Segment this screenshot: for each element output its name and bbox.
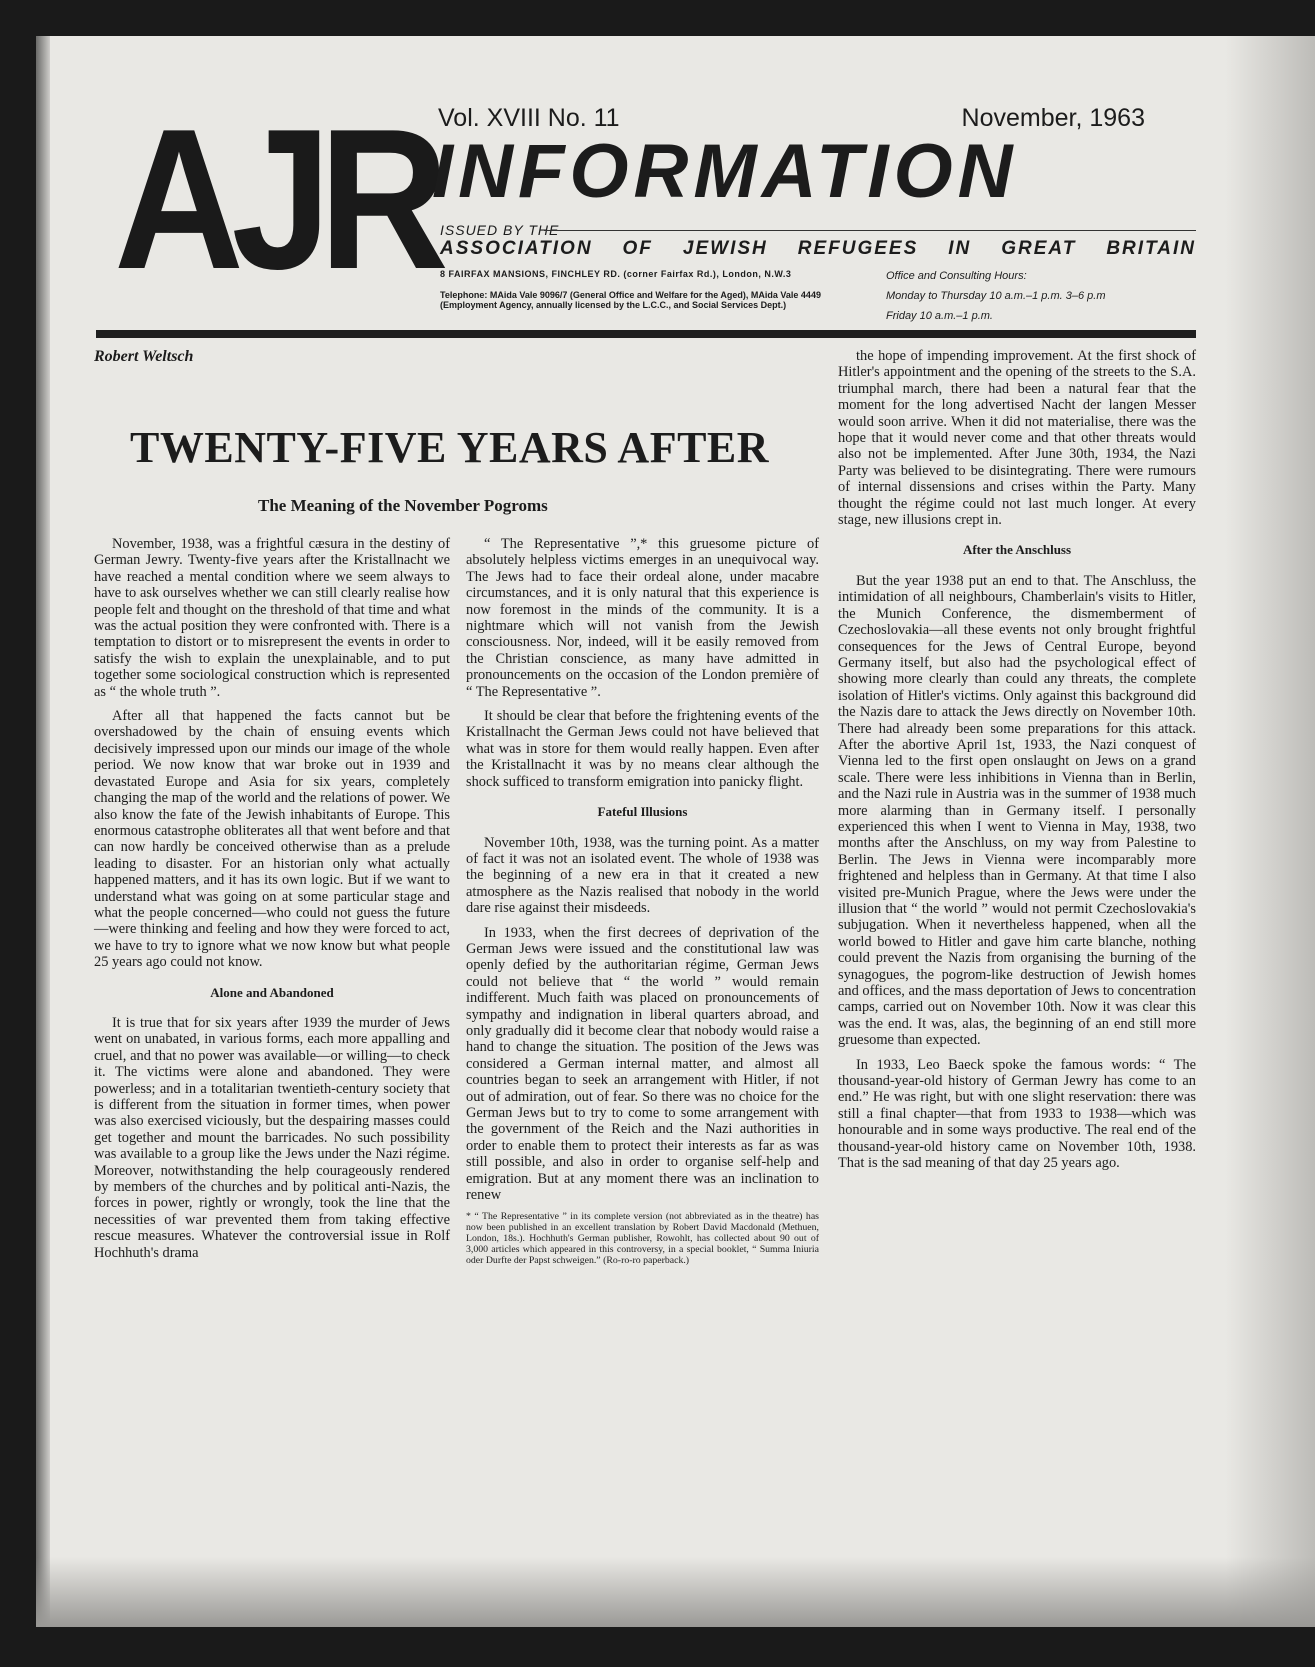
- paragraph: November, 1938, was a frightful cæsura in the destiny of German Jewry. Twenty-five years after the Kristallnacht we have reached a mental condition where we seem always to have to ask ourselves whether we can still clearly realise how people felt and thought on the threshold of that time and what was the actual position they were confronted with. There is a temptation to distort or to misrepresent the events in order to satisfy the wish to explain the unexplainable, and to put together some sociological construction which is represented as “ the whole truth ”.: [94, 536, 450, 700]
- hours-weekdays: Monday to Thursday 10 a.m.–1 p.m. 3–6 p.m: [886, 290, 1106, 302]
- masthead-rule: [96, 330, 1196, 338]
- page-gutter-shadow: [36, 36, 50, 1627]
- hours-friday: Friday 10 a.m.–1 p.m.: [886, 310, 993, 322]
- paragraph: It is true that for six years after 1939 the murder of Jews went on unabated, in various forms, each more appalling and cruel, and that no power was available—or willing—to check it. The victims were alone and abandoned. They were powerless; and in a totalitarian twentieth-century society that is different from the situation in former times, when power was also exercised viciously, but the despairing masses could get together and mount the barricades. No such possibility was available to a group like the Jews under the Nazi régime. Moreover, notwithstanding the help courageously rendered by members of the churches and by political anti-Nazis, the forces in power, rightly or wrongly, took the line that the necessities of war prevented them from taking effective rescue measures. Whatever the controversial issue in Rolf Hochhuth's drama: [94, 1014, 450, 1261]
- article-headline: TWENTY-FIVE YEARS AFTER: [130, 423, 770, 472]
- org-word: IN: [948, 238, 972, 259]
- office-address: 8 FAIRFAX MANSIONS, FINCHLEY RD. (corner Fairfax Rd.), London, N.W.3: [440, 269, 792, 279]
- article-column-1: [94, 536, 450, 1269]
- org-word: GREAT: [1001, 238, 1077, 259]
- hours-title: Office and Consulting Hours:: [886, 270, 1027, 282]
- org-word: ASSOCIATION: [440, 238, 593, 259]
- article-subheadline: The Meaning of the November Pogroms: [258, 496, 548, 515]
- telephone-info: Telephone: MAida Vale 9096/7 (General Office and Welfare for the Aged), MAida Vale 4449 (Employment Agency, annually licensed by the L.C.C., and Social Services Dept.): [440, 290, 821, 310]
- paragraph: the hope of impending improvement. At the first shock of Hitler's appointment and the opening of the streets to the S.A. triumphal march, there had been a natural fear that the moment for the long advertised Nacht der langen Messer would soon arrive. When it did not materialise, there was the hope that it would never come and that other threats would also not be implemented. After June 30th, 1934, the Nazi Party was believed to be disintegrating. There were rumours of internal dissensions and crises within the Party. Many thought the régime could not last much longer. At every stage, new illusions crept in.: [838, 348, 1196, 529]
- newspaper-page: [36, 36, 1315, 1627]
- issued-by-rule: [544, 230, 1196, 231]
- paragraph: November 10th, 1938, was the turning point. As a matter of fact it was not an isolated event. The whole of 1938 was the beginning of a new era in that it created a new atmosphere as the Nazis realised that nobody in the world dare rise against their misdeeds.: [466, 834, 819, 917]
- page-bottom-shadow: [36, 1557, 1315, 1627]
- article-column-2: [466, 536, 819, 1266]
- page-edge-shadow: [1225, 36, 1315, 1627]
- paragraph: In 1933, when the first decrees of deprivation of the German Jews were issued and the constitutional law was openly defied by the authoritarian régime, German Jews could not believe that “ the world ” would remain indifferent. Much faith was placed on pronouncements of sympathy and indignation in liberal quarters abroad, and only gradually did it become clear that nobody would raise a hand to change the situation. The position of the Jews was considered a German internal matter, and almost all countries began to seek an arrangement with Hitler, if not out of admiration, out of fear. So there was no choice for the German Jews but to try to come to some arrangement with the government of the Reich and the Nazi authorities in order to enable them to protect their interests as far as was still possible, and also in order to organise self-help and emigration. But at any moment there was an inclination to renew: [466, 924, 819, 1204]
- paragraph: It should be clear that before the frightening events of the Kristallnacht the German Jews could not have believed that what was in store for them would really happen. Even after the Kristallnacht it was by no means clear although the shock sufficed to transform emigration into panicky flight.: [466, 708, 819, 790]
- section-heading: Fateful Illusions: [597, 804, 688, 820]
- footnote: * “ The Representative ” in its complete version (not abbreviated as in the theatre) has now been published in an excellent translation by Robert David Macdonald (Methuen, London, 18s.). Hochhuth's German publisher, Rowohlt, has collected about 90 out of 3,000 articles which appeared in this controversy, in a special booklet, “ Summa Iniuria oder Durfte der Papst schweigen.” (Ro-ro-ro paperback.): [466, 1211, 819, 1267]
- ajr-logo: AJR: [114, 88, 437, 311]
- volume-number: Vol. XVIII No. 11: [438, 104, 620, 132]
- paragraph: “ The Representative ”,* this gruesome picture of absolutely helpless victims emerges in an unequivocal way. The Jews had to face their ordeal alone, under macabre circumstances, and it is only natural that this experience is now foremost in the minds of the community. It is a nightmare which will not vanish from the Jewish consciousness. Nor, indeed, will it be easily removed from the Christian conscience, as many have admitted in pronouncements on the occasion of the London première of “ The Representative ”.: [466, 536, 819, 700]
- issue-date: November, 1963: [961, 104, 1145, 132]
- masthead-title: INFORMATION: [432, 129, 1018, 214]
- office-hours: [886, 266, 1186, 326]
- org-word: JEWISH: [682, 238, 768, 259]
- paragraph: After all that happened the facts cannot but be overshadowed by the chain of ensuing events which decisively impressed upon our minds our image of the whole period. We now know that war broke out in 1939 and devastated Europe and Asia for six years, completely changing the map of the world and the relations of power. We also know the fate of the Jewish inhabitants of Europe. This enormous catastrophe obliterates all that went before and that can now hardly be conceived otherwise than as a prelude leading to disaster. For an historian only what actually happened matters, and it has its own logic. But if we want to understand what was going on at some particular stage and what the people concerned—who could not guess the future—were thinking and feeling and how they were forced to act, we have to try to ignore what we now know but what people 25 years ago could not know.: [94, 708, 450, 971]
- organisation-name: [440, 238, 1196, 260]
- org-word: OF: [622, 238, 653, 259]
- org-word: REFUGEES: [797, 238, 919, 259]
- section-heading: Alone and Abandoned: [210, 984, 334, 1000]
- section-heading: After the Anschluss: [962, 542, 1072, 558]
- paragraph: In 1933, Leo Baeck spoke the famous words: “ The thousand-year-old history of German Jewry has come to an end.” He was right, but with one slight reservation: there was still a final chapter—that from 1933 to 1938—which was honourable and in some ways productive. The real end of the thousand-year-old history came on November 10th, 1938. That is the sad meaning of that day 25 years ago.: [838, 1056, 1196, 1172]
- paragraph: But the year 1938 put an end to that. The Anschluss, the intimidation of all neighbours, Chamberlain's visits to Hitler, the Munich Conference, the dismemberment of Czechoslovakia—all these events not only brought frightful consequences for the Jews of Central Europe, beyond Germany itself, but also had the psychological effect of showing more clearly than could any threats, the complete isolation of Hitler's victims. Only against this background did the Nazis dare to attack the Jews directly on November 10th. There had already been some preparations for this attack. After the abortive April 1st, 1933, the Nazi conquest of Vienna led to the first open onslaught on Jews on a grand scale. There were less inhibitions in Vienna than in Berlin, and the Nazi rule in Austria was in the summer of 1938 much more alarming than in Germany itself. I personally experienced this when I went to Vienna in May, 1938, two months after the Anschluss, on my way from Palestine to Berlin. The Jews in Vienna were incomparably more frightened and helpless than in Germany. At that time I also visited pre-Munich Prague, where the Jews were under the illusion that “ the world ” would not permit Czechoslovakia's subjugation. When it nevertheless happened, when all the world bowed to Hitler and gave him carte blanche, nothing could prevent the Nazis from organising the burning of the synagogues, the pogrom-like destruction of Jewish homes and offices, and the mass deportation of Jews to concentration camps, carried out on November 10th. Now it was clear this was the end. It was, alas, the beginning of an end still more gruesome than expected.: [838, 572, 1196, 1049]
- article-author: Robert Weltsch: [94, 348, 194, 365]
- org-word: BRITAIN: [1106, 238, 1196, 259]
- issued-by-label: ISSUED BY THE: [440, 222, 560, 238]
- article-column-3: [838, 348, 1196, 1180]
